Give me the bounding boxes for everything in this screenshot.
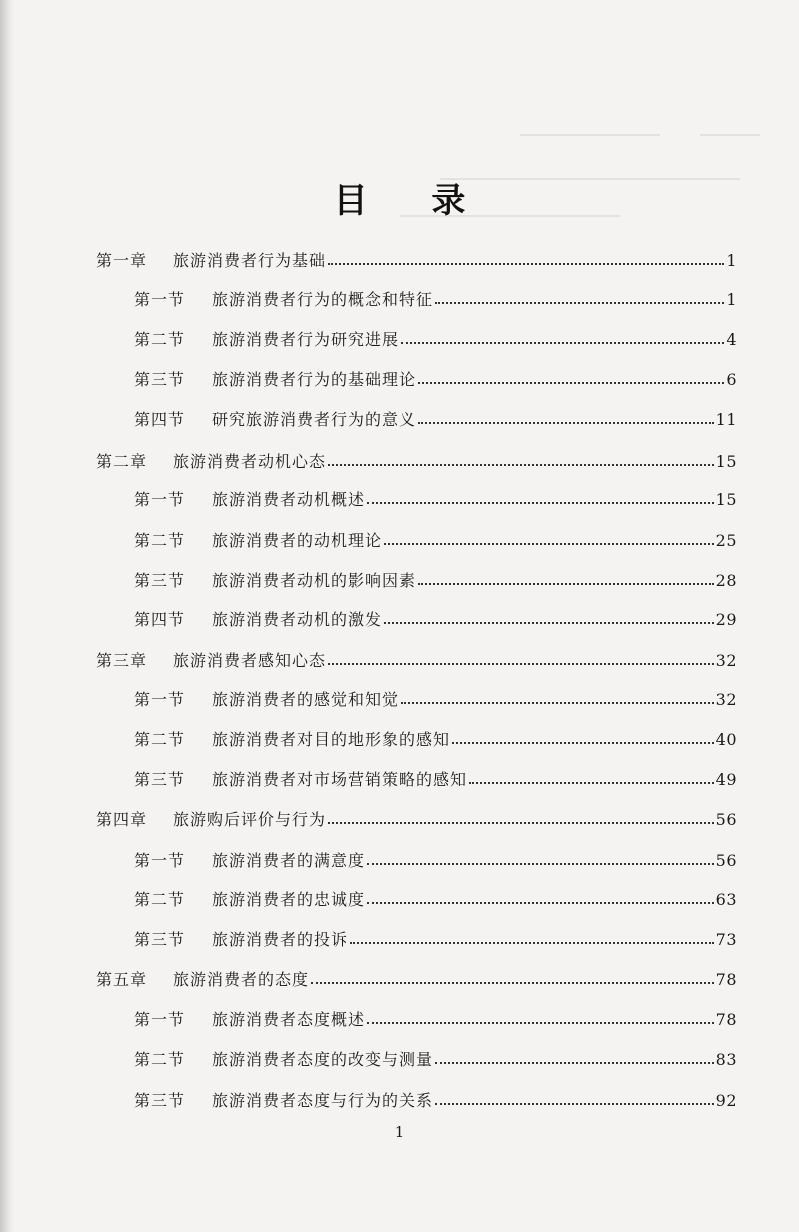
entry-page-number: 32 <box>715 690 737 709</box>
entry-page-number: 4 <box>726 330 737 349</box>
entry-title: 旅游消费者态度与行为的关系 <box>212 1091 434 1110</box>
entry-number: 第一节 <box>134 1010 186 1029</box>
entry-page-number: 49 <box>715 770 737 789</box>
entry-page-number: 73 <box>715 930 737 949</box>
dot-leader <box>435 1097 714 1105</box>
entry-number: 第三节 <box>134 930 186 949</box>
toc-section-entry <box>134 1049 737 1071</box>
toc-section-entry <box>134 850 737 872</box>
toc-section-entry <box>134 729 737 751</box>
entry-title: 旅游消费者态度概述 <box>212 1010 366 1029</box>
toc-section-entry <box>134 689 737 711</box>
entry-title: 旅游消费者动机概述 <box>212 490 366 509</box>
dot-leader <box>452 736 714 744</box>
entry-page-number: 40 <box>715 730 737 749</box>
entry-number: 第三节 <box>134 1091 186 1110</box>
toc-section-entry <box>134 570 737 592</box>
entry-number: 第四节 <box>134 610 186 629</box>
entry-title: 旅游消费者态度的改变与测量 <box>212 1050 434 1069</box>
dot-leader <box>401 696 714 704</box>
toc-title: 目 录 <box>333 180 492 221</box>
entry-page-number: 92 <box>715 1091 737 1110</box>
toc-section-entry <box>134 329 737 351</box>
entry-page-number: 1 <box>726 251 737 270</box>
entry-title: 研究旅游消费者行为的意义 <box>212 410 417 429</box>
entry-title: 旅游消费者对目的地形象的感知 <box>212 730 451 749</box>
entry-page-number: 15 <box>715 490 737 509</box>
entry-number: 第五章 <box>96 970 148 989</box>
dot-leader <box>367 1016 714 1024</box>
entry-number: 第二节 <box>134 730 186 749</box>
toc-section-entry <box>134 1009 737 1031</box>
page-number: 1 <box>394 1123 405 1141</box>
entry-number: 第四节 <box>134 410 186 429</box>
toc-chapter-entry <box>96 969 737 991</box>
entry-number: 第三节 <box>134 770 186 789</box>
dot-leader <box>367 857 714 865</box>
entry-number: 第二节 <box>134 330 186 349</box>
entry-title: 旅游消费者的投诉 <box>212 930 349 949</box>
toc-chapter-entry <box>96 809 737 831</box>
entry-title: 旅游消费者动机的激发 <box>212 610 383 629</box>
toc-section-entry <box>134 889 737 911</box>
entry-title: 旅游消费者的满意度 <box>212 851 366 870</box>
toc-section-entry <box>134 609 737 631</box>
entry-number: 第一节 <box>134 851 186 870</box>
entry-page-number: 1 <box>726 290 737 309</box>
entry-page-number: 56 <box>715 810 737 829</box>
entry-number: 第四章 <box>96 810 148 829</box>
toc-chapter-entry <box>96 451 737 473</box>
toc-section-entry <box>134 489 737 511</box>
toc-chapter-entry <box>96 250 737 272</box>
dot-leader <box>418 577 714 585</box>
dot-leader <box>328 657 714 665</box>
entry-title: 旅游消费者的态度 <box>173 970 310 989</box>
entry-number: 第二章 <box>96 452 148 471</box>
entry-title: 旅游消费者的感觉和知觉 <box>212 690 400 709</box>
entry-title: 旅游消费者动机心态 <box>173 452 327 471</box>
entry-number: 第二节 <box>134 531 186 550</box>
toc-section-entry <box>134 929 737 951</box>
dot-leader <box>328 816 714 824</box>
entry-number: 第三章 <box>96 651 148 670</box>
entry-title: 旅游消费者对市场营销策略的感知 <box>212 770 468 789</box>
entry-page-number: 25 <box>715 531 737 550</box>
toc-section-entry <box>134 369 737 391</box>
entry-title: 旅游消费者动机的影响因素 <box>212 571 417 590</box>
dot-leader <box>401 336 724 344</box>
dot-leader <box>311 976 714 984</box>
entry-page-number: 15 <box>715 452 737 471</box>
entry-number: 第一章 <box>96 251 148 270</box>
entry-number: 第二节 <box>134 890 186 909</box>
entry-page-number: 6 <box>726 370 737 389</box>
entry-title: 旅游消费者行为基础 <box>173 251 327 270</box>
entry-number: 第一节 <box>134 290 186 309</box>
dot-leader <box>435 296 724 304</box>
entry-title: 旅游消费者感知心态 <box>173 651 327 670</box>
toc-section-entry <box>134 530 737 552</box>
toc-section-entry <box>134 769 737 791</box>
toc-section-entry <box>134 409 737 431</box>
entry-number: 第三节 <box>134 370 186 389</box>
dot-leader <box>328 458 714 466</box>
toc-chapter-entry <box>96 650 737 672</box>
dot-leader <box>435 1056 714 1064</box>
toc-section-entry <box>134 1090 737 1112</box>
entry-page-number: 78 <box>715 1010 737 1029</box>
entry-title: 旅游消费者行为的基础理论 <box>212 370 417 389</box>
dot-leader <box>350 936 714 944</box>
entry-title: 旅游消费者的忠诚度 <box>212 890 366 909</box>
entry-title: 旅游消费者行为研究进展 <box>212 330 400 349</box>
entry-number: 第一节 <box>134 690 186 709</box>
entry-page-number: 63 <box>715 890 737 909</box>
dot-leader <box>418 416 714 424</box>
entry-page-number: 32 <box>715 651 737 670</box>
dot-leader <box>384 616 714 624</box>
dot-leader <box>469 776 714 784</box>
entry-page-number: 56 <box>715 851 737 870</box>
dot-leader <box>328 257 724 265</box>
entry-page-number: 78 <box>715 970 737 989</box>
entry-page-number: 83 <box>715 1050 737 1069</box>
entry-page-number: 11 <box>715 410 737 429</box>
entry-title: 旅游消费者行为的概念和特征 <box>212 290 434 309</box>
entry-number: 第二节 <box>134 1050 186 1069</box>
dot-leader <box>418 376 724 384</box>
entry-number: 第三节 <box>134 571 186 590</box>
entry-title: 旅游购后评价与行为 <box>173 810 327 829</box>
entry-number: 第一节 <box>134 490 186 509</box>
dot-leader <box>367 896 714 904</box>
dot-leader <box>384 537 714 545</box>
dot-leader <box>367 496 714 504</box>
toc-section-entry <box>134 289 737 311</box>
entry-page-number: 29 <box>715 610 737 629</box>
entry-title: 旅游消费者的动机理论 <box>212 531 383 550</box>
entry-page-number: 28 <box>715 571 737 590</box>
